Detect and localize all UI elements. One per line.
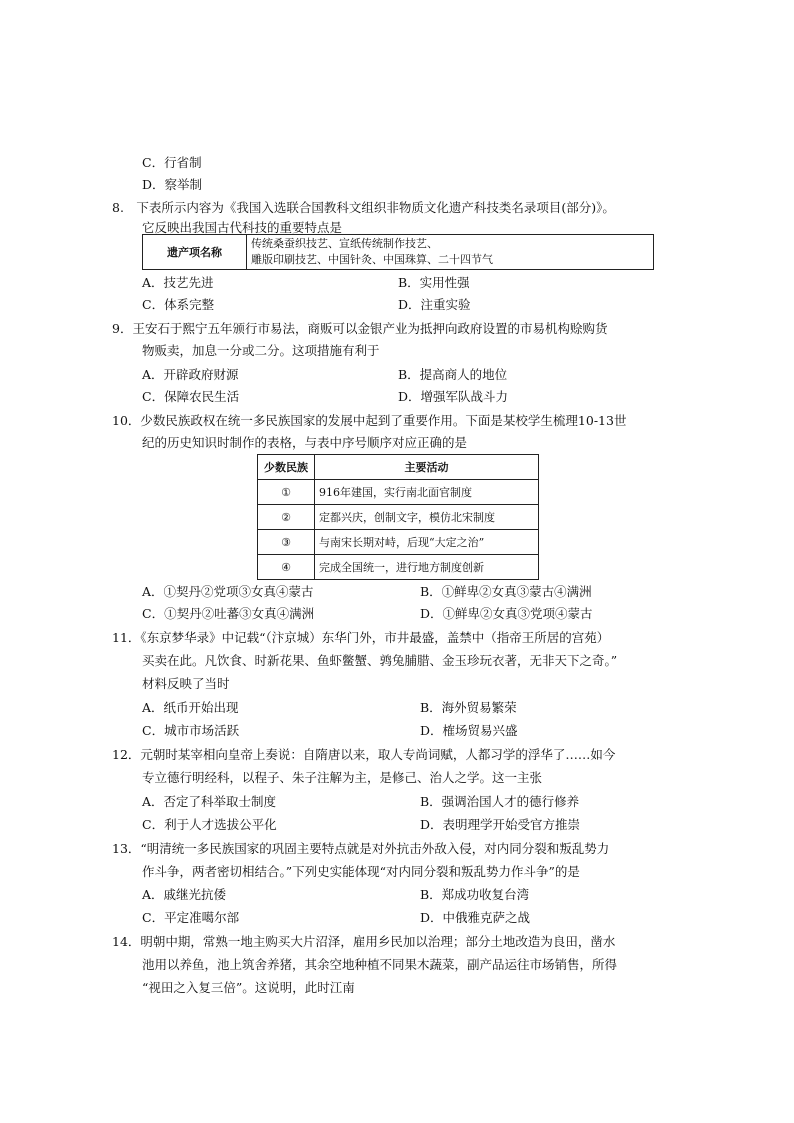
- q11-option-d: D．榷场贸易兴盛: [420, 723, 518, 738]
- q10-col-header-activity: 主要活动: [315, 455, 539, 480]
- q12-option-a: A．否定了科举取士制度: [142, 794, 277, 809]
- q11-stem-line3: 材料反映了当时: [142, 676, 230, 691]
- q9-option-a: A．开辟政府财源: [142, 367, 239, 382]
- q8-table-items: [247, 235, 654, 270]
- q13-stem-line1: 13．“明清统一多民族国家的巩固主要特点就是对外抗击外敌入侵，对内同分裂和叛乱势力: [112, 841, 610, 856]
- q10-stem-line2: 纪的历史知识时制作的表格，与表中序号顺序对应正确的是: [142, 435, 468, 450]
- q11-option-c: C．城市市场活跃: [142, 723, 240, 738]
- table-row: [258, 555, 539, 580]
- q14-stem-line2: 池用以养鱼，池上筑舍养猪，其余空地种植不同果木蔬菜，副产品运往市场销售，所得: [142, 957, 618, 972]
- q10-row2-num: ②: [258, 505, 315, 530]
- q10-row4-text: 完成全国统一，进行地方制度创新: [315, 555, 539, 580]
- q8-option-d: D．注重实验: [398, 297, 471, 312]
- q12-stem-line2: 专立德行明经科，以程子、朱子注解为主，是修己、治人之学。这一主张: [142, 770, 543, 785]
- q8-option-b: B．实用性强: [398, 275, 470, 290]
- q11-option-b: B．海外贸易繁荣: [420, 700, 517, 715]
- q13-option-a: A．戚继光抗倭: [142, 887, 227, 902]
- q11-stem-line1: 11．《东京梦华录》中记载“（汴京城）东华门外，市井最盛，盖禁中（指帝王所居的宫苑）: [112, 630, 610, 645]
- q10-option-c: C．①契丹②吐蕃③女真④满洲: [142, 606, 315, 621]
- q10-row3-text: 与南宋长期对峙，后现“大定之治”: [315, 530, 539, 555]
- q13-stem-line2: 作斗争，两者密切相结合。”下列史实能体现“对内同分裂和叛乱势力作斗争”的是: [142, 864, 580, 879]
- q10-stem-line1: 10．少数民族政权在统一多民族国家的发展中起到了重要作用。下面是某校学生梳理10-13世: [112, 413, 627, 428]
- q10-row1-num: ①: [258, 480, 315, 505]
- q10-option-a: A．①契丹②党项③女真④蒙古: [142, 584, 314, 599]
- q12-option-d: D．表明理学开始受官方推崇: [420, 817, 581, 832]
- q14-stem-line3: “视田之入复三倍”。这说明，此时江南: [142, 980, 355, 995]
- q9-stem-line1: 9．王安石于熙宁五年颁行市易法，商贩可以金银产业为抵押向政府设置的市易机构赊购货: [112, 321, 608, 336]
- q9-stem-line2: 物贩卖，加息一分或二分。这项措施有利于: [142, 343, 380, 358]
- q10-row1-text: 916年建国，实行南北面官制度: [315, 480, 539, 505]
- q8-stem-line1: 8. 下表所示内容为《我国入选联合国教科文组织非物质文化遗产科技类名录项目(部分)》。: [112, 200, 615, 215]
- q13-option-c: C．平定准噶尔部: [142, 910, 240, 925]
- q8-table-items-line2: 雕版印刷技艺、中国针灸、中国珠算、二十四节气: [251, 253, 493, 266]
- q12-option-b: B．强调治国人才的德行修养: [420, 794, 580, 809]
- prev-option-d: D．察举制: [142, 177, 203, 192]
- q8-stem-line2: 它反映出我国古代科技的重要特点是: [142, 220, 343, 235]
- q13-option-d: D．中俄雅克萨之战: [420, 910, 531, 925]
- q8-option-c: C．体系完整: [142, 297, 215, 312]
- q8-option-a: A．技艺先进: [142, 275, 214, 290]
- q9-option-b: B．提高商人的地位: [398, 367, 508, 382]
- q14-stem-line1: 14．明朝中期，常熟一地主购买大片沼泽，雇用乡民加以治理；部分土地改造为良田，凿水: [112, 934, 616, 949]
- q10-row4-num: ④: [258, 555, 315, 580]
- table-row: [258, 505, 539, 530]
- q10-option-b: B．①鲜卑②女真③蒙古④满洲: [420, 584, 592, 599]
- q12-stem-line1: 12．元朝时某宰相向皇帝上奏说：自隋唐以来，取人专尚词赋，人都习学的浮华了……如今: [112, 747, 616, 762]
- q8-heritage-table: [142, 234, 654, 270]
- table-row: [258, 530, 539, 555]
- q10-col-header-ethnic: 少数民族: [258, 455, 315, 480]
- q8-table-header: 遗产项名称: [143, 235, 247, 270]
- q10-row3-num: ③: [258, 530, 315, 555]
- prev-option-c: C．行省制: [142, 155, 202, 170]
- q12-option-c: C．利于人才选拔公平化: [142, 817, 277, 832]
- table-row: [258, 480, 539, 505]
- q10-ethnic-table: [257, 454, 539, 580]
- q11-option-a: A．纸币开始出现: [142, 700, 239, 715]
- q13-option-b: B．郑成功收复台湾: [420, 887, 530, 902]
- q10-row2-text: 定都兴庆，创制文字，模仿北宋制度: [315, 505, 539, 530]
- q9-option-d: D．增强军队战斗力: [398, 389, 509, 404]
- q9-option-c: C．保障农民生活: [142, 389, 240, 404]
- q11-stem-line2: 买卖在此。凡饮食、时新花果、鱼虾鳖蟹、鹑兔脯腊、金玉珍玩衣著，无非天下之奇。”: [142, 653, 618, 668]
- q10-option-d: D．①鲜卑②女真③党项④蒙古: [420, 606, 593, 621]
- q8-table-items-line1: 传统桑蚕织技艺、宣纸传统制作技艺、: [251, 237, 438, 250]
